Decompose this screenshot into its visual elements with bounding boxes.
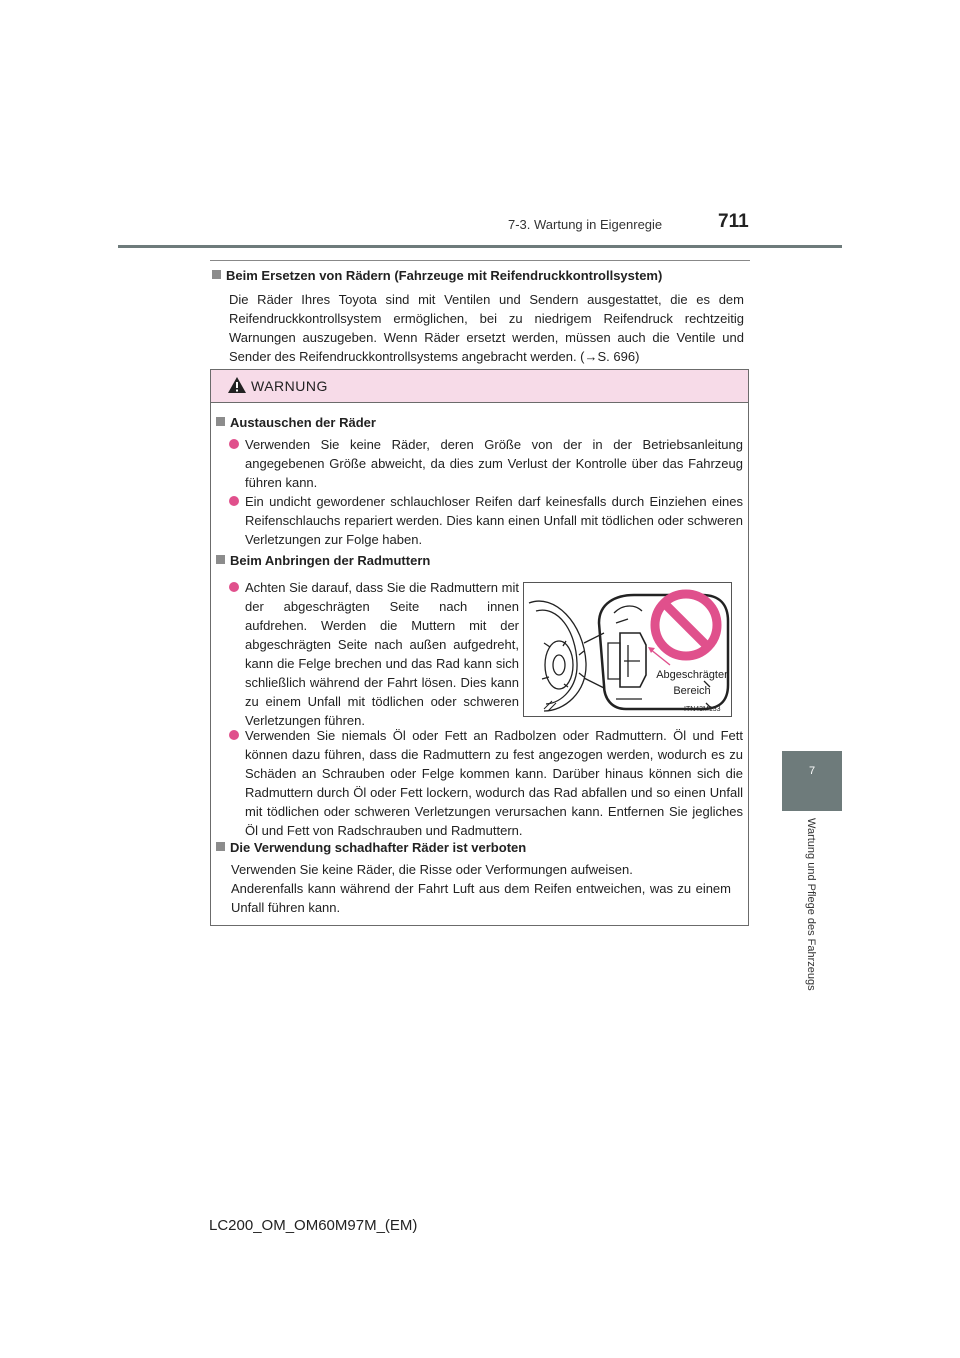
warning-box (210, 369, 749, 926)
warning-paragraph: Verwenden Sie keine Räder, die Risse oder Verformungen aufweisen. (231, 862, 633, 877)
warning-section-heading: Die Verwendung schadhafter Räder ist verboten (216, 840, 526, 855)
illustration-label: Abgeschrägter Bereich (656, 669, 728, 697)
warning-paragraph: Anderenfalls kann während der Fahrt Luft aus dem Reifen entweichen, was zu einem Unfall führen kann. (231, 881, 731, 915)
warning-section-heading: Austauschen der Räder (216, 415, 376, 430)
warning-section-heading: Beim Anbringen der Radmuttern (216, 553, 430, 568)
page-number: 711 (718, 211, 749, 232)
illustration-code: ITN43M133 (684, 706, 721, 713)
square-bullet-icon (216, 417, 225, 426)
square-bullet-icon (212, 270, 221, 279)
content-rule (210, 260, 750, 261)
warning-triangle-icon (227, 376, 247, 394)
dot-bullet-icon (229, 730, 239, 740)
chapter-number: 7 (808, 765, 816, 777)
document-code: LC200_OM_OM60M97M_(EM) (209, 1217, 418, 1234)
square-bullet-icon (216, 842, 225, 851)
dot-bullet-icon (229, 439, 239, 449)
section-title: 7-3. Wartung in Eigenregie (508, 217, 663, 232)
warning-list-item: Achten Sie darauf, dass Sie die Radmuttern mit der abgeschrägten Seite nach innen aufdrehen. Werden die Muttern mit der abgeschrägten Seite nach außen aufgedreht, kann die Felge brechen und das Rad kann sich schließlich während der Fahrt lösen. Dies kann zu einem Unfall mit tödlichen oder schweren Verletzungen führen. (229, 578, 519, 730)
dot-bullet-icon (229, 582, 239, 592)
header-rule (118, 245, 842, 248)
dot-bullet-icon (229, 496, 239, 506)
warning-title: WARNUNG (251, 378, 328, 394)
warning-list-item: Verwenden Sie keine Räder, deren Größe von der in der Betriebsanleitung angegebenen Größe abweicht, da dies zum Verlust der Kontrolle über das Fahrzeug führen kann. (229, 435, 743, 492)
square-bullet-icon (216, 555, 225, 564)
warning-header (211, 370, 748, 403)
wheel-nut-illustration (523, 582, 732, 717)
prohibition-icon (646, 585, 726, 665)
warning-list-item: Ein undicht gewordener schlauchloser Reifen darf keinesfalls durch Einziehen eines Reifenschlauchs repariert werden. Dies kann einen Unfall mit tödlichen oder schweren Verletzungen zur Folge haben. (229, 492, 743, 549)
chapter-label: Wartung und Pflege des Fahrzeugs (805, 818, 817, 991)
warning-list-item: Verwenden Sie niemals Öl oder Fett an Radbolzen oder Radmuttern. Öl und Fett können dazu führen, dass die Radmuttern zu fest angezogen werden, wodurch es zu Schäden an Schrauben oder Felge kommen kann. Darüber hinaus können sich die Radmuttern durch Öl oder Fett lockern, wodurch das Rad abfallen und so einen Unfall mit tödlichen oder schweren Verletzungen verursachen kann. Entfernen Sie jegliches Öl und Fett von Radschrauben und Radmuttern. (229, 726, 743, 840)
chapter-tab (782, 751, 842, 811)
intro-body: Die Räder Ihres Toyota sind mit Ventilen und Sendern ausgestattet, die es dem Reifendruckkontrollsystem ermöglichen, bei zu niedrigem Reifendruck rechtzeitig Warnungen auszugeben. Wenn Räder ersetzt werden, müssen auch die Ventile und Sender des Reifendruckkontrollsystems angebracht werden. (→S. 696) (229, 292, 744, 364)
intro-heading: Beim Ersetzen von Rädern (Fahrzeuge mit Reifendruckkontrollsystem) (212, 268, 752, 283)
